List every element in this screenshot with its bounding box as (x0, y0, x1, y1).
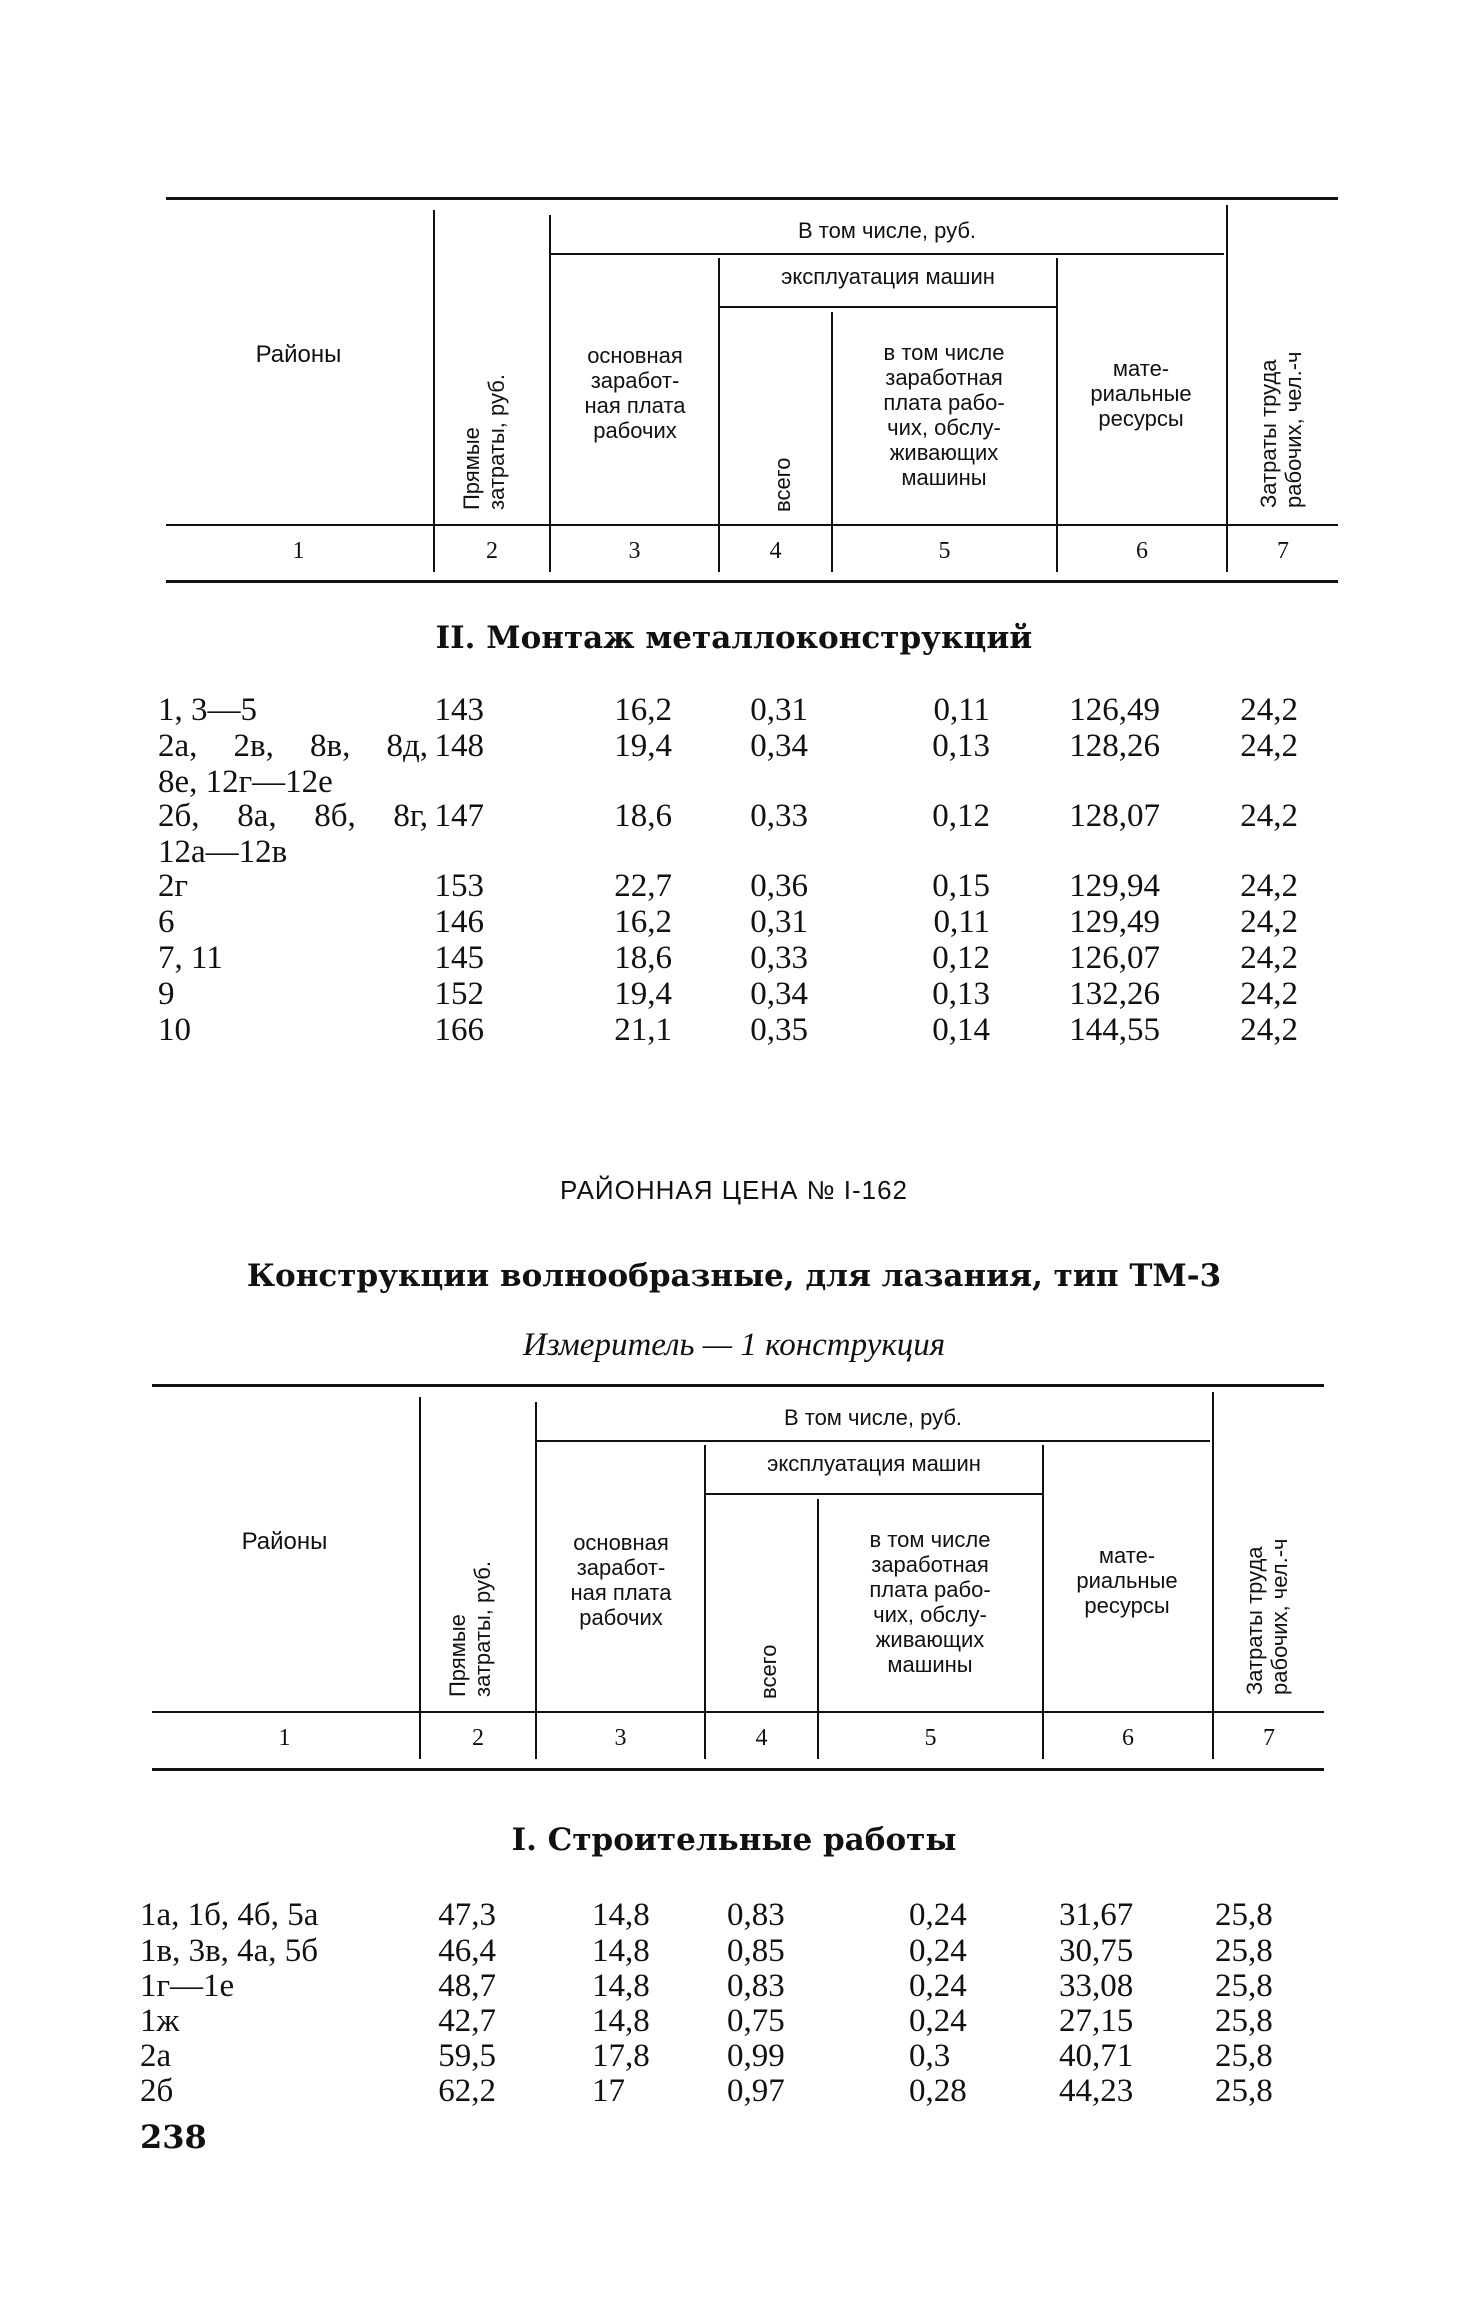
district: 9 (158, 976, 175, 1012)
direct-cost: 47,3 (438, 1897, 496, 1933)
header-machines: эксплуатация машин (781, 264, 995, 289)
header1-vline (549, 215, 551, 572)
machines-total: 0,31 (750, 904, 808, 940)
col-num-6: 6 (1122, 1725, 1134, 1751)
base-wage: 18,6 (614, 798, 672, 834)
machine-wage: 0,14 (932, 1012, 990, 1048)
header1-bottom-rule (166, 580, 1338, 583)
direct-cost: 166 (434, 1012, 484, 1048)
district: 10 (158, 1012, 191, 1048)
machines-total: 0,34 (750, 976, 808, 1012)
col-num-1: 1 (278, 1725, 291, 1751)
machines-total: 0,34 (750, 728, 808, 764)
price-heading: РАЙОННАЯ ЦЕНА № I-162 (559, 1175, 909, 1205)
header-machine-wage: в том числе заработная плата рабо- чих, обслу- живающих машины (869, 1527, 991, 1677)
direct-cost: 46,4 (438, 1933, 496, 1969)
header1-top-rule (166, 197, 1338, 200)
district: 1, 3—5 (158, 692, 257, 728)
labor: 25,8 (1215, 1968, 1273, 2004)
machine-wage: 0,12 (932, 940, 990, 976)
direct-cost: 153 (434, 868, 484, 904)
machines-total: 0,35 (750, 1012, 808, 1048)
labor: 25,8 (1215, 2073, 1273, 2109)
col-num-1: 1 (292, 538, 305, 564)
header2-vline (535, 1402, 537, 1759)
machines-total: 0,31 (750, 692, 808, 728)
machine-wage: 0,15 (932, 868, 990, 904)
district: 1г—1е (140, 1968, 235, 2004)
labor: 24,2 (1240, 940, 1298, 976)
header2-vline (817, 1499, 819, 1759)
labor: 24,2 (1240, 904, 1298, 940)
header1-vline (1226, 205, 1228, 572)
district: 6 (158, 904, 175, 940)
labor: 24,2 (1240, 692, 1298, 728)
machines-total: 0,83 (727, 1968, 785, 2004)
base-wage: 14,8 (592, 1968, 650, 2004)
labor: 24,2 (1240, 1012, 1298, 1048)
header-direct-costs: Прямые затраты, руб. (459, 374, 509, 510)
measure-unit: Измеритель — 1 конструкция (522, 1327, 946, 1363)
col-num-3: 3 (614, 1725, 627, 1751)
direct-cost: 152 (434, 976, 484, 1012)
page-number: 238 (140, 2118, 207, 2156)
materials: 40,71 (1059, 2038, 1134, 2074)
district: 2б, 8а, 8б, 8г, 12а—12в (158, 798, 428, 870)
col-num-3: 3 (628, 538, 641, 564)
materials: 31,67 (1059, 1897, 1134, 1933)
labor: 25,8 (1215, 2038, 1273, 2074)
direct-cost: 145 (434, 940, 484, 976)
base-wage: 19,4 (614, 976, 672, 1012)
header-total: всего (756, 1644, 781, 1699)
district: 2а (140, 2038, 172, 2074)
machines-total: 0,33 (750, 940, 808, 976)
header2-vline (1212, 1392, 1214, 1759)
labor: 24,2 (1240, 868, 1298, 904)
header-labor: Затраты труда рабочих, чел.-ч (1256, 351, 1306, 508)
header-labor: Затраты труда рабочих, чел.-ч (1242, 1538, 1292, 1695)
district: 2а, 2в, 8в, 8д, 8е, 12г—12е (158, 728, 428, 800)
machines-total: 0,83 (727, 1897, 785, 1933)
machines-total: 0,36 (750, 868, 808, 904)
header1-vline (433, 210, 435, 572)
direct-cost: 59,5 (438, 2038, 496, 2074)
machine-wage: 0,24 (909, 2003, 967, 2039)
district: 1в, 3в, 4а, 5б (140, 1933, 319, 1969)
base-wage: 14,8 (592, 1897, 650, 1933)
materials: 30,75 (1059, 1933, 1134, 1969)
base-wage: 16,2 (614, 692, 672, 728)
base-wage: 17,8 (592, 2038, 650, 2074)
materials: 132,26 (1069, 976, 1160, 1012)
header1-group-rule (550, 253, 1224, 255)
labor: 25,8 (1215, 2003, 1273, 2039)
district: 2б (140, 2073, 174, 2109)
direct-cost: 62,2 (438, 2073, 496, 2109)
base-wage: 18,6 (614, 940, 672, 976)
labor: 24,2 (1240, 798, 1298, 834)
machine-wage: 0,13 (932, 976, 990, 1012)
header-materials: мате- риальные ресурсы (1090, 356, 1192, 431)
base-wage: 19,4 (614, 728, 672, 764)
materials: 27,15 (1059, 2003, 1134, 2039)
machines-total: 0,97 (727, 2073, 785, 2109)
col-num-5: 5 (924, 1725, 937, 1751)
machine-wage: 0,3 (909, 2038, 951, 2074)
header-materials: мате- риальные ресурсы (1076, 1543, 1178, 1618)
labor: 25,8 (1215, 1933, 1273, 1969)
direct-cost: 42,7 (438, 2003, 496, 2039)
construction-title: Конструкции волнообразные, для лазания, тип ТМ-3 (246, 1258, 1222, 1294)
machine-wage: 0,24 (909, 1897, 967, 1933)
machine-wage: 0,11 (933, 904, 990, 940)
header2-group-rule (706, 1493, 1042, 1495)
col-num-2: 2 (472, 1725, 484, 1751)
col-num-4: 4 (769, 538, 782, 564)
section-title: I. Строительные работы (511, 1822, 957, 1858)
materials: 129,49 (1069, 904, 1160, 940)
materials: 128,26 (1069, 728, 1160, 764)
header-base-wage: основная заработ- ная плата рабочих (570, 1530, 672, 1630)
header2-vline (419, 1397, 421, 1759)
machine-wage: 0,24 (909, 1968, 967, 2004)
base-wage: 17 (592, 2073, 625, 2109)
direct-cost: 147 (434, 798, 484, 834)
header-direct-costs: Прямые затраты, руб. (445, 1561, 495, 1697)
header2-mid-rule (152, 1711, 1324, 1713)
machine-wage: 0,28 (909, 2073, 967, 2109)
base-wage: 16,2 (614, 904, 672, 940)
header2-group-rule (536, 1440, 1210, 1442)
machine-wage: 0,24 (909, 1933, 967, 1969)
section-title: II. Монтаж металлоконструкций (435, 620, 1033, 656)
header-machines: эксплуатация машин (767, 1451, 981, 1476)
materials: 128,07 (1069, 798, 1160, 834)
labor: 25,8 (1215, 1897, 1273, 1933)
header-including: В том числе, руб. (783, 1405, 963, 1430)
district: 1ж (140, 2003, 180, 2039)
header1-group-rule (720, 306, 1056, 308)
machine-wage: 0,13 (932, 728, 990, 764)
header2-top-rule (152, 1384, 1324, 1387)
direct-cost: 48,7 (438, 1968, 496, 2004)
base-wage: 14,8 (592, 2003, 650, 2039)
header1-mid-rule (166, 524, 1338, 526)
direct-cost: 148 (434, 728, 484, 764)
direct-cost: 146 (434, 904, 484, 940)
direct-cost: 143 (434, 692, 484, 728)
col-num-6: 6 (1136, 538, 1148, 564)
machine-wage: 0,11 (933, 692, 990, 728)
base-wage: 14,8 (592, 1933, 650, 1969)
materials: 44,23 (1059, 2073, 1134, 2109)
materials: 126,07 (1069, 940, 1160, 976)
base-wage: 22,7 (614, 868, 672, 904)
district: 7, 11 (158, 940, 223, 976)
col-num-2: 2 (486, 538, 498, 564)
col-num-5: 5 (938, 538, 951, 564)
machines-total: 0,99 (727, 2038, 785, 2074)
header2-bottom-rule (152, 1768, 1324, 1771)
district: 2г (158, 868, 189, 904)
header1-vline (831, 312, 833, 572)
materials: 126,49 (1069, 692, 1160, 728)
materials: 33,08 (1059, 1968, 1134, 2004)
labor: 24,2 (1240, 976, 1298, 1012)
materials: 129,94 (1069, 868, 1160, 904)
district: 1а, 1б, 4б, 5а (140, 1897, 319, 1933)
machine-wage: 0,12 (932, 798, 990, 834)
header-total: всего (770, 457, 795, 512)
header-machine-wage: в том числе заработная плата рабо- чих, обслу- живающих машины (883, 340, 1005, 490)
col-num-7: 7 (1277, 538, 1289, 564)
machines-total: 0,33 (750, 798, 808, 834)
col-num-7: 7 (1263, 1725, 1275, 1751)
materials: 144,55 (1069, 1012, 1160, 1048)
machines-total: 0,85 (727, 1933, 785, 1969)
header-including: В том числе, руб. (797, 218, 977, 243)
base-wage: 21,1 (614, 1012, 672, 1048)
col-num-4: 4 (755, 1725, 768, 1751)
header-districts: Районы (241, 1528, 328, 1555)
machines-total: 0,75 (727, 2003, 785, 2039)
header-base-wage: основная заработ- ная плата рабочих (584, 343, 686, 443)
header-districts: Районы (255, 341, 342, 368)
labor: 24,2 (1240, 728, 1298, 764)
